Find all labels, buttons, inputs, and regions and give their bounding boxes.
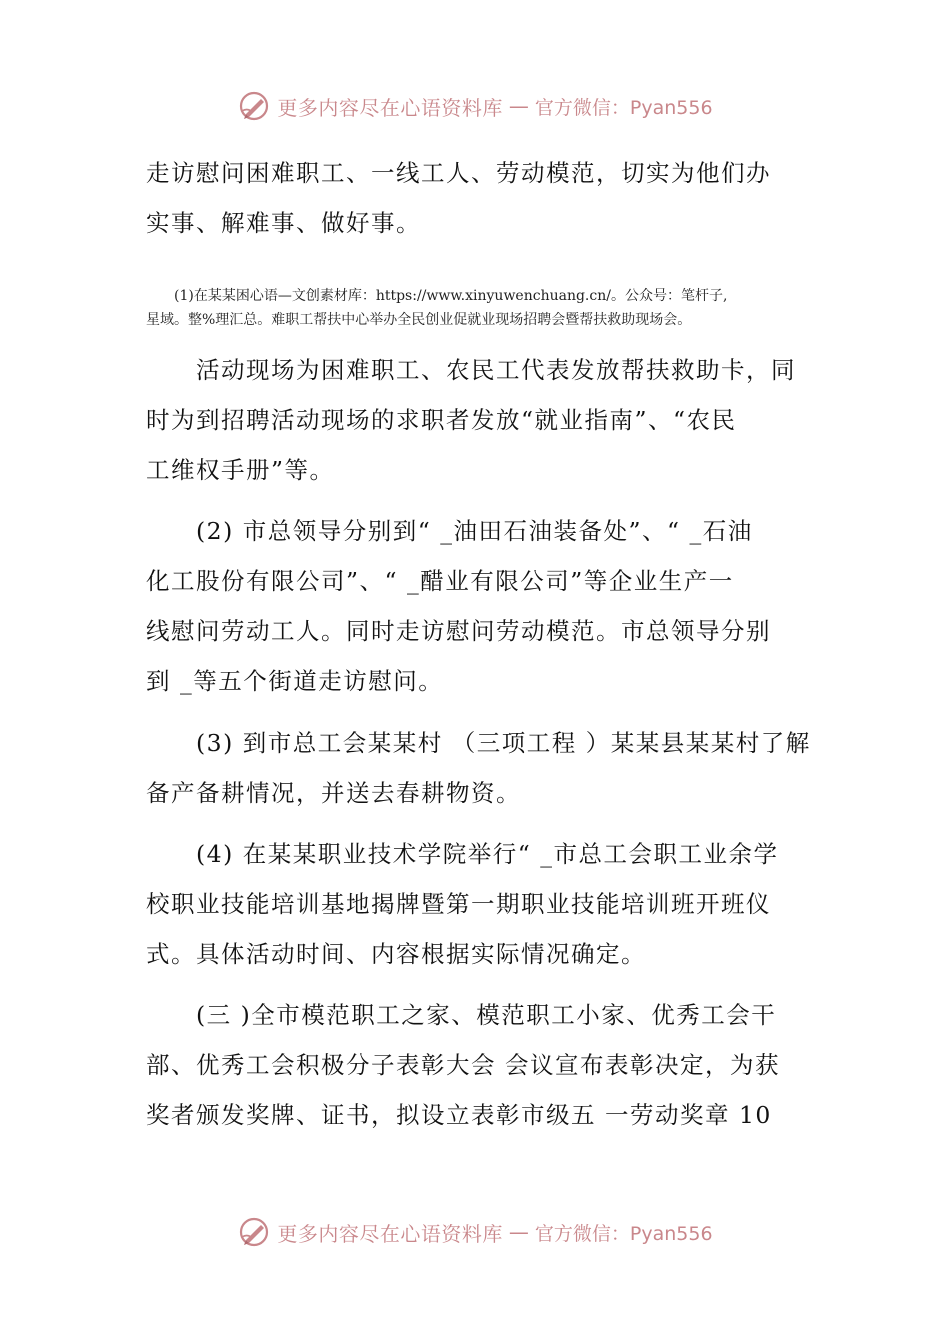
text-line: 式。具体活动时间、内容根据实际情况确定。 [146,940,646,968]
text-line: (三 )全市模范职工之家、模范职工小家、优秀工会干 [146,1001,777,1029]
text-line: 线慰问劳动工人。同时走访慰问劳动模范。市总领导分别 [146,617,771,645]
paragraph-item-3 [146,718,811,818]
footnote [146,284,814,332]
text-line: 校职业技能培训基地揭牌暨第一期职业技能培训班开班仪 [146,890,771,918]
banner-sub-text: 官方微信：Pyan556 [534,1222,713,1245]
banner-sub-text: 官方微信：Pyan556 [534,96,713,119]
text-line: 到 _等五个街道走访慰问。 [146,667,444,695]
text-line: 化工股份有限公司”、“ _醋业有限公司”等企业生产一 [146,567,734,595]
text-line: (2) 市总领导分别到“ _油田石油装备处”、“ _石油 [146,517,753,545]
banner-dash: — [508,94,529,118]
paragraph-section-3 [146,990,806,1140]
text-line: 奖者颁发奖牌、证书，拟设立表彰市级五 一劳动奖章 10 [146,1101,772,1129]
pen-logo-icon [237,89,271,123]
paragraph-visit [146,148,806,248]
pen-logo-icon [237,1215,271,1249]
footer-banner [0,1212,950,1252]
text-line: 工维权手册”等。 [146,456,335,484]
banner-main-text: 更多内容尽在心语资料库 [277,95,503,120]
note-line: 星域。整%理汇总。难职工帮扶中心举办全民创业促就业现场招聘会暨帮扶救助现场会。 [146,312,692,328]
paragraph-item-4 [146,829,806,979]
text-line: (4) 在某某职业技术学院举行“ _市总工会职工业余学 [146,840,779,868]
text-line: 走访慰问困难职工、一线工人、劳动模范，切实为他们办 [146,159,771,187]
text-line: 时为到招聘活动现场的求职者发放“就业指南”、“农民 [146,406,737,434]
text-line: 实事、解难事、做好事。 [146,209,421,237]
paragraph-item-2 [146,506,806,706]
text-line: (3) 到市总工会某某村 （三项工程 ）某某县某某村了解 [146,729,811,757]
text-line: 活动现场为困难职工、农民工代表发放帮扶救助卡，同 [146,356,796,384]
text-line: 部、优秀工会积极分子表彰大会 会议宣布表彰决定，为获 [146,1051,780,1079]
header-banner [0,86,950,126]
banner-main-text: 更多内容尽在心语资料库 [277,1221,503,1246]
paragraph-event-site [146,345,806,495]
text-line: 备产备耕情况，并送去春耕物资。 [146,779,521,807]
banner-dash: — [508,1220,529,1244]
note-line: (1)在某某困心语—文创素材库：https://www.xinyuwenchuang.cn/。公众号：笔杆子, [146,288,728,304]
